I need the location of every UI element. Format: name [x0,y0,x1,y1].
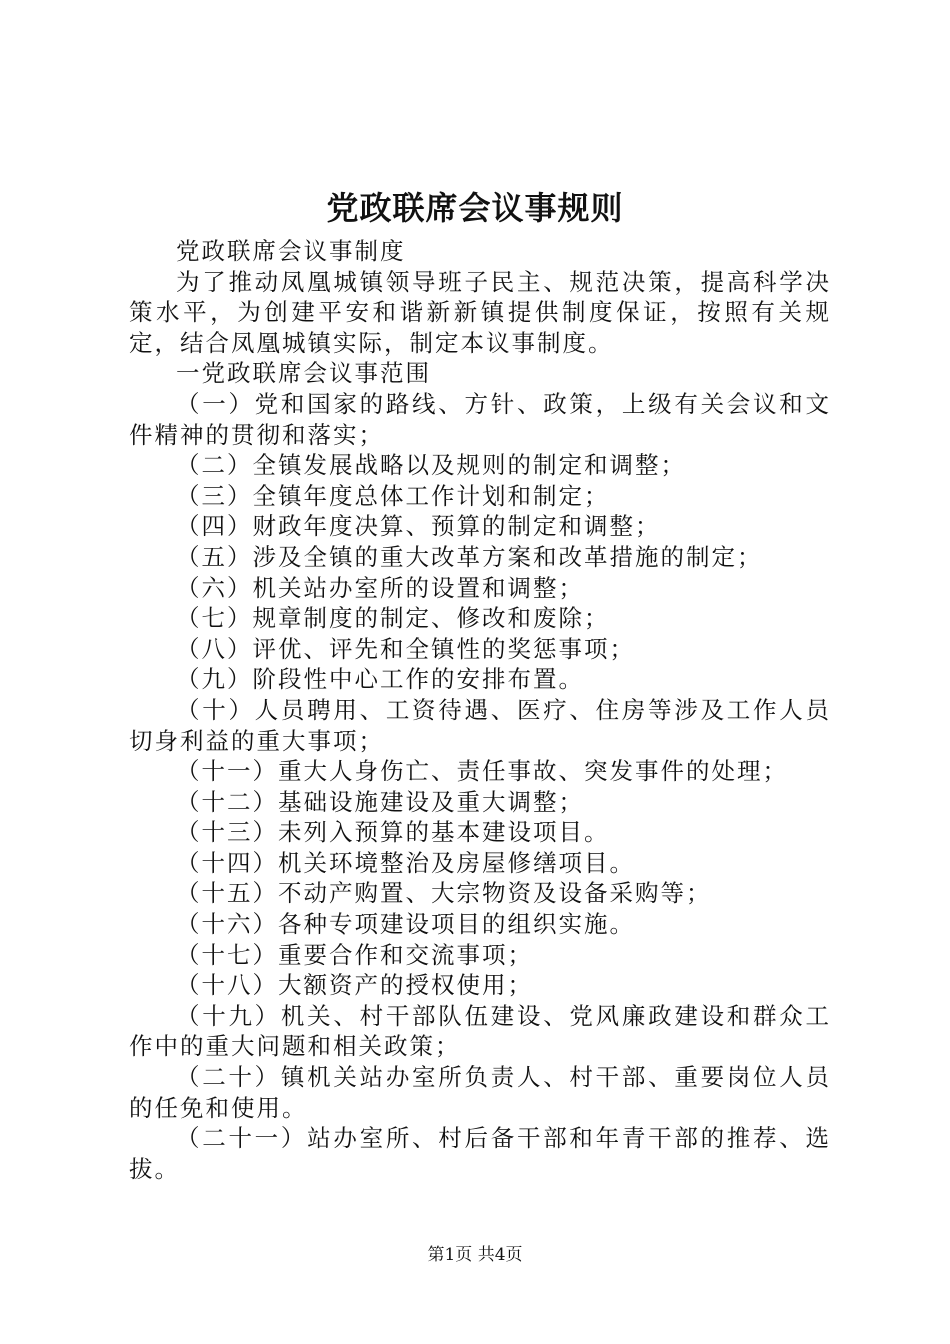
paragraph: 为了推动凤凰城镇领导班子民主、规范决策，提高科学决策水平，为创建平安和谐新新镇提供制度保证，按照有关规定，结合凤凰城镇实际，制定本议事制度。 [129,267,831,357]
list-item: （三）全镇年度总体工作计划和制定； [176,481,610,510]
list-item: （十六）各种专项建设项目的组织实施。 [176,910,635,939]
list-item: （十五）不动产购置、大宗物资及设备采购等； [176,879,712,908]
list-item: （一）党和国家的路线、方针、政策，上级有关会议和文件精神的贯彻和落实； [129,389,831,449]
list-item: （十四）机关环境整治及房屋修缮项目。 [176,848,635,877]
section-heading: 一党政联席会议事范围 [176,359,431,388]
list-item: （十三）未列入预算的基本建设项目。 [176,818,610,847]
page-number: 第1页 共4页 [427,1245,523,1265]
list-item: （四）财政年度决算、预算的制定和调整； [176,512,661,541]
list-item: （十七）重要合作和交流事项； [176,940,533,969]
list-item: （七）规章制度的制定、修改和废除； [176,604,610,633]
list-item: （十九）机关、村干部队伍建设、党风廉政建设和群众工作中的重大问题和相关政策； [129,1001,831,1061]
list-item: （二）全镇发展战略以及规则的制定和调整； [176,451,686,480]
list-item: （五）涉及全镇的重大改革方案和改革措施的制定； [176,542,763,571]
document-title: 党政联席会议事规则 [326,189,624,227]
list-item: （六）机关站办室所的设置和调整； [176,573,584,602]
list-item: （十二）基础设施建设及重大调整； [176,787,584,816]
list-item: （十）人员聘用、工资待遇、医疗、住房等涉及工作人员切身利益的重大事项； [129,695,831,755]
paragraph: 党政联席会议事制度 [176,237,406,265]
list-item: （十一）重大人身伤亡、责任事故、突发事件的处理； [176,757,788,786]
list-item: （八）评优、评先和全镇性的奖惩事项； [176,634,635,663]
list-item: （二十）镇机关站办室所负责人、村干部、重要岗位人员的任免和使用。 [129,1063,831,1122]
list-item: （二十一）站办室所、村后备干部和年青干部的推荐、选拔。 [129,1124,831,1183]
list-item: （九）阶段性中心工作的安排布置。 [176,665,584,694]
document-body [129,236,831,1184]
list-item: （十八）大额资产的授权使用； [176,971,533,1000]
